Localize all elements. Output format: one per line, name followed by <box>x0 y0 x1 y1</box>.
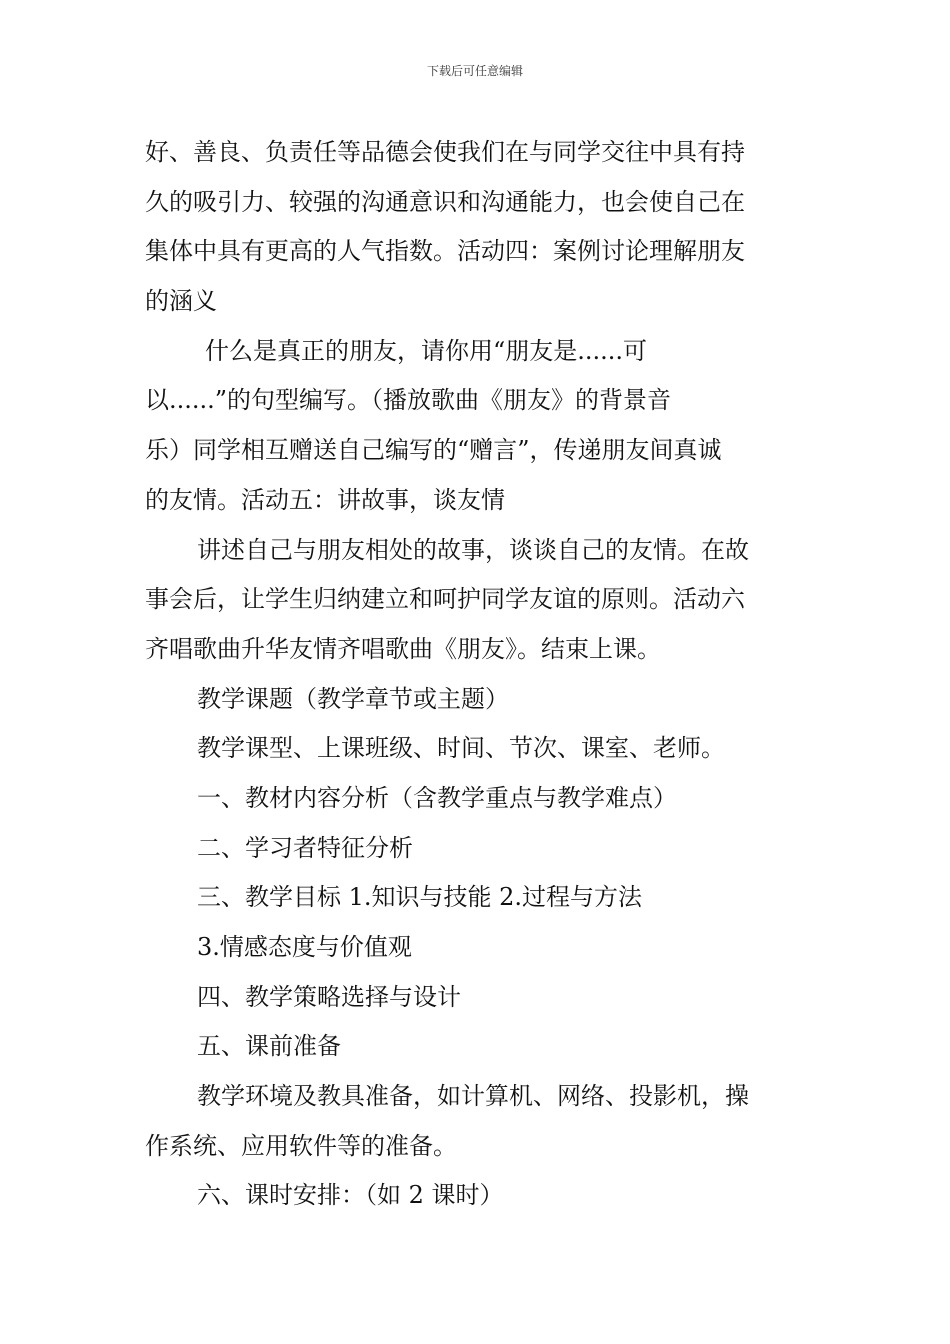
list-item: 五、课前准备 <box>197 1032 341 1061</box>
list-item: 四、教学策略选择与设计 <box>197 982 461 1011</box>
text-line: 事会后，让学生归纳建立和呵护同学友谊的原则。活动六 <box>145 585 745 614</box>
text-line: 的友情。活动五：讲故事，谈友情 <box>145 485 505 514</box>
list-item: 二、学习者特征分析 <box>197 833 413 862</box>
text-line: 讲述自己与朋友相处的故事，谈谈自己的友情。在故 <box>197 535 749 564</box>
text-line: 齐唱歌曲升华友情齐唱歌曲《朋友》。结束上课。 <box>145 634 661 663</box>
document-body <box>145 128 805 1221</box>
text-line: 以......”的句型编写。（播放歌曲《朋友》的背景音 <box>145 386 672 415</box>
text-line: 好、善良、负责任等品德会使我们在与同学交往中具有持 <box>145 138 745 166</box>
list-item: 教学课型、上课班级、时间、节次、课室、老师。 <box>197 734 725 763</box>
text-line: 集体中具有更高的人气指数。活动四：案例讨论理解朋友 <box>145 237 745 266</box>
page-header: 下载后可任意编辑 <box>426 64 523 78</box>
list-item: 教学课题（教学章节或主题） <box>197 684 509 713</box>
text-line: 教学环境及教具准备，如计算机、网络、投影机，操 <box>197 1082 749 1111</box>
text-line: 什么是真正的朋友，请你用“朋友是......可 <box>205 336 648 365</box>
list-item: 3.情感态度与价值观 <box>197 933 412 961</box>
text-line: 六、课时安排：（如 2 课时） <box>197 1181 504 1210</box>
text-line: 的涵义 <box>145 287 217 316</box>
list-item: 一、教材内容分析（含教学重点与教学难点） <box>197 783 677 812</box>
text-line: 乐）同学相互赠送自己编写的“赠言”，传递朋友间真诚 <box>145 436 722 465</box>
text-line: 久的吸引力、较强的沟通意识和沟通能力，也会使自己在 <box>145 187 745 216</box>
text-line: 作系统、应用软件等的准备。 <box>145 1131 457 1160</box>
list-item: 三、教学目标 1.知识与技能 2.过程与方法 <box>197 883 643 912</box>
